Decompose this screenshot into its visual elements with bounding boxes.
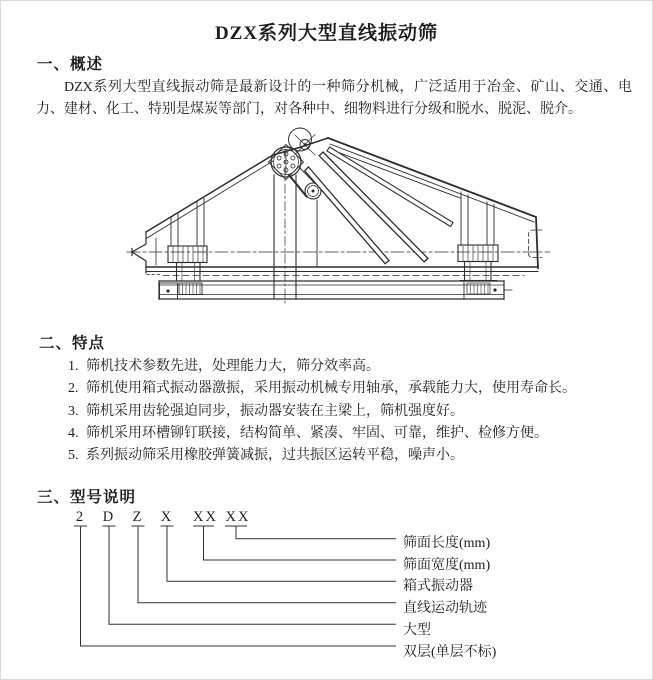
feature-number: 5. <box>68 448 79 464</box>
features-heading: 二、特点 <box>39 334 106 352</box>
feature-text: 筛机采用环槽铆钉联接，结构简单、紧凑、牢固、可靠，维护、检修方便。 <box>86 425 548 441</box>
model-code-char-2: 2 <box>75 509 86 525</box>
feature-number: 1. <box>68 359 79 374</box>
overview-paragraph: DZX系列大型直线振动筛是最新设计的一种筛分机械，广泛适用于冶金、矿山、交通、电力、建材、化工、特别是煤炭等部门，对各种中、细物料进行分级和脱水、脱泥、脱介。 <box>36 80 632 117</box>
feature-text: 筛机采用齿轮强迫同步，振动器安装在主梁上，筛机强度好。 <box>86 403 464 419</box>
feature-item <box>68 422 628 444</box>
model-label-large-type: 大型 <box>403 622 431 638</box>
feature-item <box>68 377 628 399</box>
feature-text: 筛机技术参数先进，处理能力大，筛分效率高。 <box>86 359 380 374</box>
model-heading: 三、型号说明 <box>37 488 137 506</box>
model-label-screen-length: 筛面长度(mm) <box>403 536 491 551</box>
feature-text: 筛机使用箱式振动器激振，采用振动机械专用轴承，承载能力大，使用寿命长。 <box>86 381 576 397</box>
page-title: DZX系列大型直线振动筛 <box>214 23 439 44</box>
feature-item <box>68 444 628 466</box>
model-label-double-deck: 双层(单层不标) <box>403 645 497 660</box>
feature-list <box>68 355 628 466</box>
model-code-char-z: Z <box>132 509 144 525</box>
feature-number: 2. <box>68 381 79 397</box>
model-label-screen-width: 筛面宽度(mm) <box>403 558 491 573</box>
model-code-char-xx2: XX <box>225 509 251 525</box>
feature-item <box>68 355 628 377</box>
feature-number: 3. <box>68 403 79 419</box>
overview-heading: 一、概述 <box>37 55 104 73</box>
model-label-box-exciter: 箱式振动器 <box>403 579 473 594</box>
model-code-char-x: X <box>160 509 174 525</box>
feature-text: 系列振动筛采用橡胶弹簧减振，过共振区运转平稳，噪声小。 <box>86 448 464 464</box>
model-label-linear-motion: 直线运动轨迹 <box>403 600 487 616</box>
model-code-char-xx1: XX <box>193 509 218 525</box>
model-code-char-d: D <box>102 509 116 525</box>
feature-number: 4. <box>68 425 79 441</box>
feature-item <box>68 400 628 422</box>
